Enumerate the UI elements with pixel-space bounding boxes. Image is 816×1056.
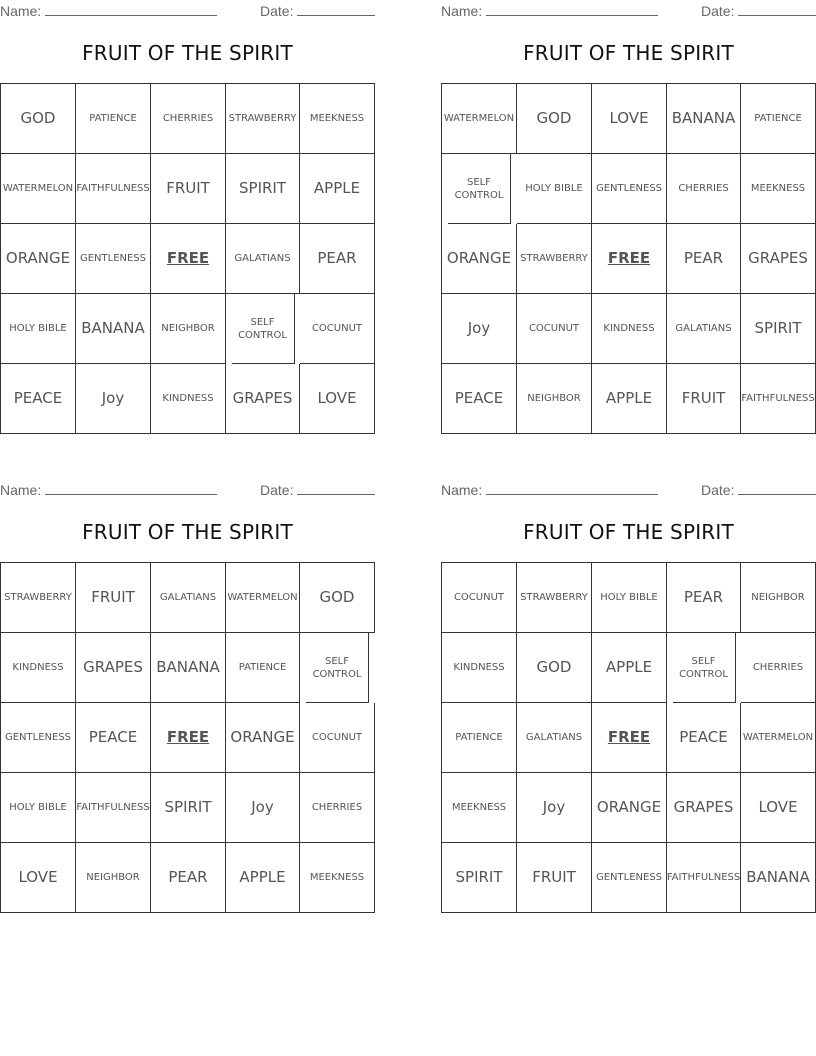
- bingo-cell[interactable]: ORANGE: [1, 224, 76, 294]
- bingo-cell[interactable]: HOLY BIBLE: [1, 773, 76, 843]
- bingo-card: [441, 0, 816, 407]
- bingo-cell[interactable]: MEEKNESS: [442, 773, 517, 843]
- bingo-cell[interactable]: GALATIANS: [226, 224, 300, 294]
- bingo-cell[interactable]: ORANGE: [592, 773, 667, 843]
- date-field[interactable]: [701, 2, 816, 19]
- bingo-cell[interactable]: NEIGHBOR: [517, 364, 592, 434]
- bingo-card: [441, 479, 816, 886]
- date-label: Date:: [260, 482, 294, 498]
- bingo-cell[interactable]: FRUIT: [667, 364, 741, 434]
- bingo-cell[interactable]: SPIRIT: [226, 154, 300, 224]
- name-field[interactable]: [441, 2, 658, 19]
- bingo-cell[interactable]: PATIENCE: [226, 633, 300, 703]
- bingo-cell[interactable]: PEACE: [442, 364, 517, 434]
- name-date-row: [441, 0, 816, 22]
- date-field[interactable]: [260, 2, 375, 19]
- bingo-cell[interactable]: MEEKNESS: [300, 84, 375, 154]
- bingo-cell[interactable]: MEEKNESS: [741, 154, 816, 224]
- date-line: [297, 2, 375, 16]
- card-title: FRUIT OF THE SPIRIT: [523, 41, 734, 65]
- date-field[interactable]: [701, 481, 816, 498]
- bingo-cell[interactable]: PEACE: [1, 364, 76, 434]
- card-title: FRUIT OF THE SPIRIT: [82, 520, 293, 544]
- bingo-cell[interactable]: SPIRIT: [151, 773, 226, 843]
- name-field[interactable]: [0, 2, 217, 19]
- bingo-cell[interactable]: GENTLENESS: [592, 843, 667, 913]
- date-label: Date:: [701, 482, 735, 498]
- bingo-cell[interactable]: Joy: [442, 294, 517, 364]
- bingo-card: [0, 0, 375, 407]
- bingo-cell[interactable]: PEAR: [151, 843, 226, 913]
- bingo-cell[interactable]: GOD: [517, 633, 592, 703]
- name-date-row: [441, 479, 816, 501]
- bingo-cell[interactable]: STRAWBERRY: [517, 224, 592, 294]
- bingo-cell[interactable]: WATERMELON: [1, 154, 76, 224]
- name-label: Name:: [0, 3, 42, 19]
- name-line: [486, 2, 658, 16]
- bingo-cell[interactable]: APPLE: [592, 633, 667, 703]
- bingo-cell[interactable]: ORANGE: [442, 224, 517, 294]
- bingo-cell[interactable]: GENTLENESS: [76, 224, 151, 294]
- bingo-cell[interactable]: STRAWBERRY: [1, 563, 76, 633]
- free-space-cell[interactable]: FREE: [151, 703, 226, 773]
- bingo-cell[interactable]: PATIENCE: [741, 84, 816, 154]
- bingo-cell[interactable]: SELF CONTROL: [673, 633, 736, 703]
- name-date-row: [0, 0, 375, 22]
- bingo-cell[interactable]: ORANGE: [226, 703, 300, 773]
- bingo-cell[interactable]: LOVE: [300, 364, 375, 434]
- bingo-cell[interactable]: FRUIT: [76, 563, 151, 633]
- bingo-cell[interactable]: PEACE: [667, 703, 741, 773]
- bingo-cell[interactable]: FRUIT: [517, 843, 592, 913]
- free-space-cell[interactable]: FREE: [151, 224, 226, 294]
- bingo-cell[interactable]: SELF CONTROL: [306, 633, 369, 703]
- bingo-cell[interactable]: SPIRIT: [442, 843, 517, 913]
- date-field[interactable]: [260, 481, 375, 498]
- bingo-cell[interactable]: MEEKNESS: [300, 843, 375, 913]
- bingo-cell[interactable]: SELF CONTROL: [448, 154, 511, 224]
- bingo-cell[interactable]: FRUIT: [151, 154, 226, 224]
- bingo-cell[interactable]: FAITHFULNESS: [741, 364, 816, 434]
- name-label: Name:: [0, 482, 42, 498]
- bingo-cell[interactable]: GOD: [1, 84, 76, 154]
- free-space-cell[interactable]: FREE: [592, 703, 667, 773]
- bingo-cell[interactable]: WATERMELON: [741, 703, 816, 773]
- bingo-cell[interactable]: KINDNESS: [592, 294, 667, 364]
- bingo-cell[interactable]: GENTLENESS: [1, 703, 76, 773]
- bingo-cell[interactable]: KINDNESS: [151, 364, 226, 434]
- date-label: Date:: [701, 3, 735, 19]
- bingo-cell[interactable]: GALATIANS: [517, 703, 592, 773]
- bingo-card: [0, 479, 375, 886]
- name-label: Name:: [441, 482, 483, 498]
- bingo-cell[interactable]: PATIENCE: [442, 703, 517, 773]
- bingo-cell[interactable]: HOLY BIBLE: [592, 563, 667, 633]
- bingo-grid: [441, 562, 816, 913]
- bingo-cell[interactable]: APPLE: [592, 364, 667, 434]
- bingo-cell[interactable]: GRAPES: [226, 364, 300, 434]
- bingo-cell[interactable]: NEIGHBOR: [151, 294, 226, 364]
- bingo-cell[interactable]: PEAR: [300, 224, 375, 294]
- bingo-cell[interactable]: Joy: [517, 773, 592, 843]
- bingo-cell[interactable]: BANANA: [741, 843, 816, 913]
- bingo-cell[interactable]: STRAWBERRY: [517, 563, 592, 633]
- bingo-cell[interactable]: COCUNUT: [300, 294, 375, 364]
- bingo-cell[interactable]: COCUNUT: [300, 703, 375, 773]
- bingo-cell[interactable]: WATERMELON: [226, 563, 300, 633]
- bingo-cell[interactable]: COCUNUT: [442, 563, 517, 633]
- date-line: [297, 481, 375, 495]
- bingo-cell[interactable]: LOVE: [592, 84, 667, 154]
- free-space-cell[interactable]: FREE: [592, 224, 667, 294]
- name-field[interactable]: [0, 481, 217, 498]
- bingo-cell[interactable]: BANANA: [76, 294, 151, 364]
- bingo-cell[interactable]: SPIRIT: [741, 294, 816, 364]
- bingo-cell[interactable]: APPLE: [226, 843, 300, 913]
- bingo-cell[interactable]: CHERRIES: [667, 154, 741, 224]
- bingo-grid: [0, 83, 375, 434]
- bingo-cell[interactable]: APPLE: [300, 154, 375, 224]
- bingo-grid: [0, 562, 375, 913]
- bingo-cell[interactable]: KINDNESS: [442, 633, 517, 703]
- bingo-cell[interactable]: GOD: [517, 84, 592, 154]
- bingo-cell[interactable]: COCUNUT: [517, 294, 592, 364]
- bingo-cell[interactable]: GOD: [300, 563, 375, 633]
- bingo-cell[interactable]: GRAPES: [667, 773, 741, 843]
- bingo-cell[interactable]: Joy: [76, 364, 151, 434]
- name-date-row: [0, 479, 375, 501]
- bingo-cell[interactable]: GALATIANS: [151, 563, 226, 633]
- bingo-cell[interactable]: GRAPES: [76, 633, 151, 703]
- bingo-cell[interactable]: KINDNESS: [1, 633, 76, 703]
- date-label: Date:: [260, 3, 294, 19]
- bingo-cell[interactable]: CHERRIES: [741, 633, 816, 703]
- bingo-cell[interactable]: NEIGHBOR: [76, 843, 151, 913]
- bingo-cell[interactable]: Joy: [226, 773, 300, 843]
- bingo-cell[interactable]: FAITHFULNESS: [667, 843, 741, 913]
- bingo-cell[interactable]: GENTLENESS: [592, 154, 667, 224]
- bingo-cell[interactable]: GRAPES: [741, 224, 816, 294]
- card-title: FRUIT OF THE SPIRIT: [82, 41, 293, 65]
- bingo-cell[interactable]: BANANA: [151, 633, 226, 703]
- bingo-cell[interactable]: FAITHFULNESS: [76, 154, 151, 224]
- date-line: [738, 2, 816, 16]
- bingo-cell[interactable]: STRAWBERRY: [226, 84, 300, 154]
- bingo-grid: [441, 83, 816, 434]
- bingo-cell[interactable]: PATIENCE: [76, 84, 151, 154]
- bingo-cell[interactable]: BANANA: [667, 84, 741, 154]
- date-line: [738, 481, 816, 495]
- name-line: [45, 481, 217, 495]
- bingo-cell[interactable]: WATERMELON: [442, 84, 517, 154]
- bingo-cell[interactable]: PEACE: [76, 703, 151, 773]
- bingo-cell[interactable]: PEAR: [667, 224, 741, 294]
- bingo-cell[interactable]: LOVE: [741, 773, 816, 843]
- bingo-cell[interactable]: PEAR: [667, 563, 741, 633]
- bingo-cell[interactable]: LOVE: [1, 843, 76, 913]
- name-label: Name:: [441, 3, 483, 19]
- bingo-cell[interactable]: HOLY BIBLE: [1, 294, 76, 364]
- bingo-cell[interactable]: HOLY BIBLE: [517, 154, 592, 224]
- bingo-cell[interactable]: FAITHFULNESS: [76, 773, 151, 843]
- name-line: [45, 2, 217, 16]
- bingo-cell[interactable]: CHERRIES: [300, 773, 375, 843]
- name-field[interactable]: [441, 481, 658, 498]
- card-title: FRUIT OF THE SPIRIT: [523, 520, 734, 544]
- bingo-cell[interactable]: CHERRIES: [151, 84, 226, 154]
- bingo-cell[interactable]: GALATIANS: [667, 294, 741, 364]
- name-line: [486, 481, 658, 495]
- bingo-cell[interactable]: NEIGHBOR: [741, 563, 816, 633]
- bingo-cell[interactable]: SELF CONTROL: [232, 294, 295, 364]
